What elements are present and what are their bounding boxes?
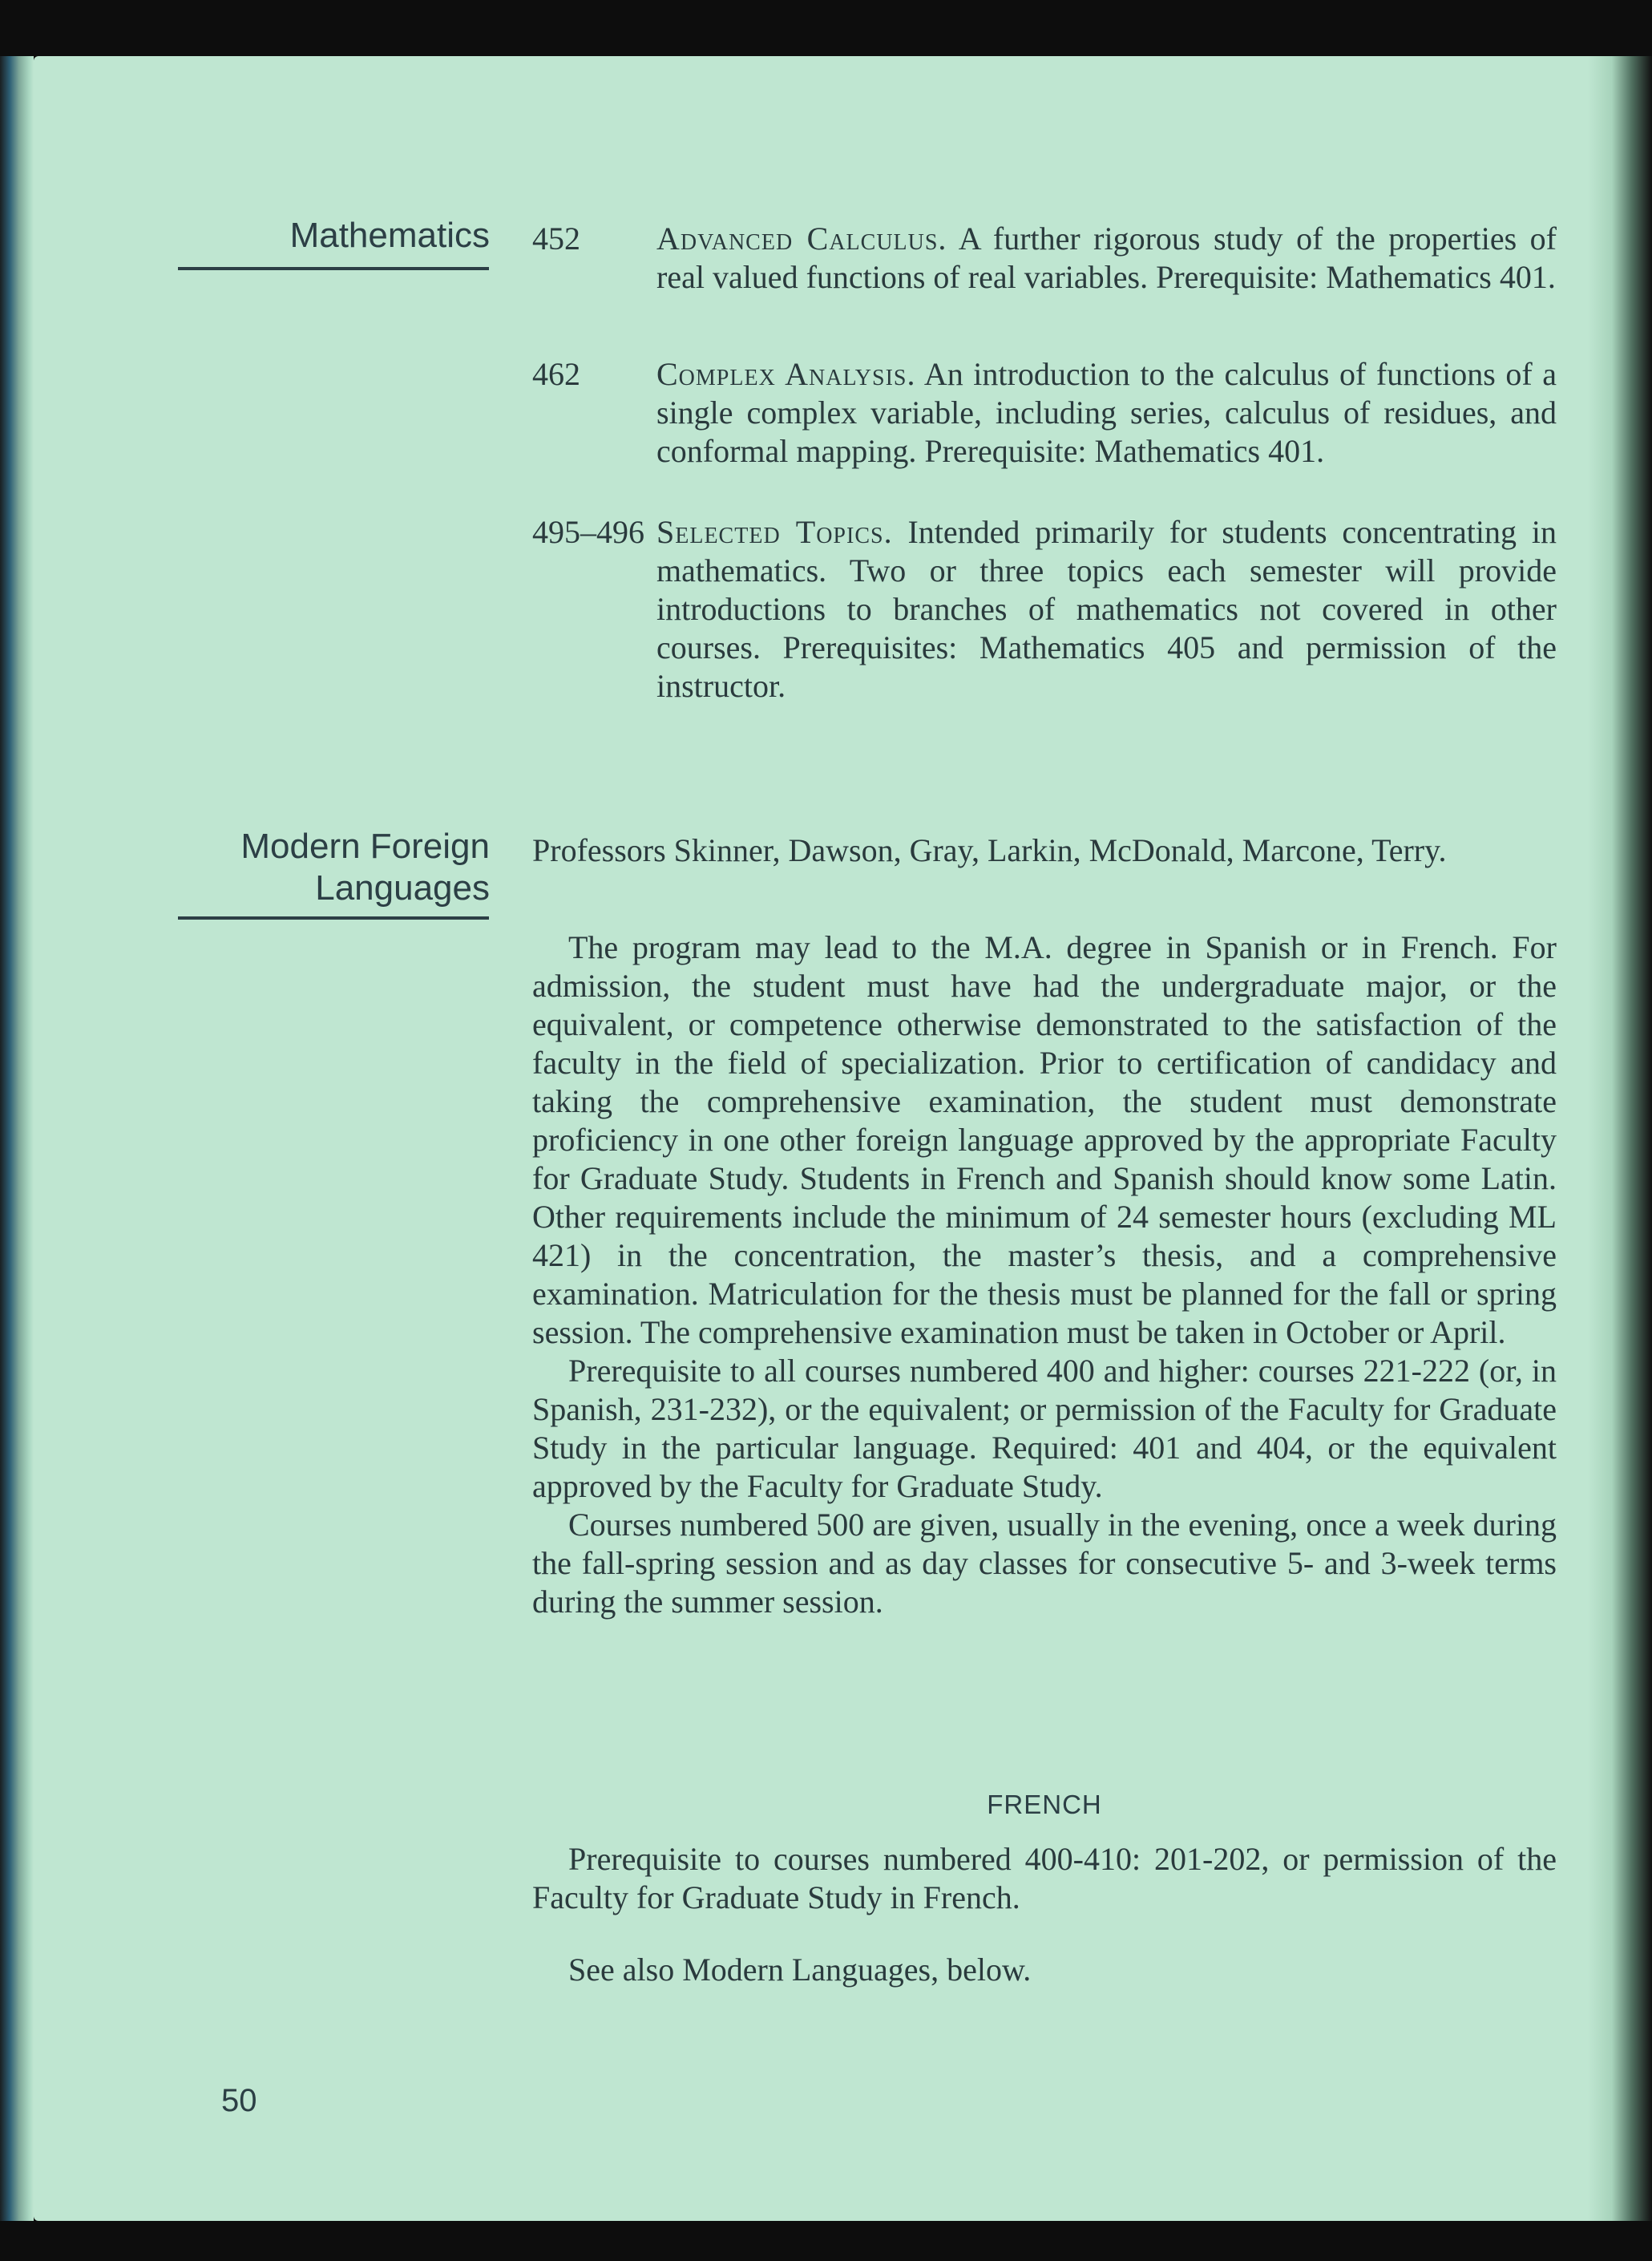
course-description-block — [656, 513, 1557, 706]
course-description: An introduction to the calculus of functions of a single complex variable, including series, calculus of residues, and conformal mapping. Prerequisite: Mathematics 401. — [656, 356, 1557, 469]
course-description: A further rigorous study of the properties of real valued functions of real variables. Prerequisite: Mathematics 401. — [656, 220, 1557, 295]
course-number: 462 — [532, 356, 580, 392]
page-right-edge — [1588, 56, 1652, 2221]
course-description-block — [656, 220, 1557, 297]
course-description-block — [656, 355, 1557, 471]
course-entry — [532, 355, 1557, 471]
section-heading-rule — [178, 267, 489, 270]
section-heading-mathematics: Mathematics — [289, 216, 490, 255]
paragraph: See also Modern Languages, below. — [568, 1952, 1032, 1988]
course-title: Advanced Calculus. — [656, 220, 947, 257]
page-number: 50 — [221, 2083, 257, 2118]
course-title: Selected Topics. — [656, 514, 893, 550]
course-title: Complex Analysis. — [656, 356, 916, 392]
course-entry — [532, 513, 1557, 706]
section-heading-modern-foreign-languages — [240, 826, 490, 909]
french-see-also — [532, 1951, 1557, 1989]
section-heading-rule — [178, 916, 489, 920]
subheading-french: FRENCH — [987, 1790, 1102, 1819]
course-entry — [532, 220, 1557, 297]
heading-line: Languages — [315, 868, 490, 908]
paragraph: The program may lead to the M.A. degree in Spanish or in French. For admission, the student must have had the undergraduate major, or the equivalent, or competence otherwise demonstrated to the satisfaction of the faculty in the field of specialization. Prior to certification of candidacy and taking the comprehensive examination, the student must demonstrate proficiency in one other foreign language approved by the appropriate Faculty for Graduate Study. Students in French and Spanish should know some Latin. Other requirements include the minimum of 24 semester hours (excluding ML 421) in the concentration, the master’s thesis, and a comprehensive examination. Matriculation for the thesis must be planned for the fall or spring session. The comprehensive examination must be taken in October or April. — [532, 929, 1557, 1350]
page-left-edge — [0, 56, 34, 2221]
course-description: Intended primarily for students concentrating in mathematics. Two or three topics each semester will provide introductions to branches of mathematics not covered in other courses. Prerequisites: Mathematics 405 and permission of the instructor. — [656, 514, 1557, 704]
paragraph: Prerequisite to all courses numbered 400 and higher: courses 221-222 (or, in Spanish, 231-232), or the equivalent; or permission of the Faculty for Graduate Study in the particular language. Required: 401 and 404, or the equivalent approved by the Faculty for Graduate Study. — [532, 1353, 1557, 1504]
paragraph: Courses numbered 500 are given, usually in the evening, once a week during the fall-spring session and as day classes for consecutive 5- and 3-week terms during the summer session. — [532, 1507, 1557, 1620]
paragraph: Prerequisite to courses numbered 400-410: 201-202, or permission of the Faculty for Graduate Study in French. — [532, 1841, 1557, 1915]
heading-line: Modern Foreign — [240, 827, 490, 866]
program-description — [532, 928, 1557, 1621]
faculty-list: Professors Skinner, Dawson, Gray, Larkin, McDonald, Marcone, Terry. — [532, 832, 1447, 868]
french-prerequisite — [532, 1840, 1557, 1917]
course-number: 495–496 — [532, 514, 644, 550]
course-number: 452 — [532, 220, 580, 257]
